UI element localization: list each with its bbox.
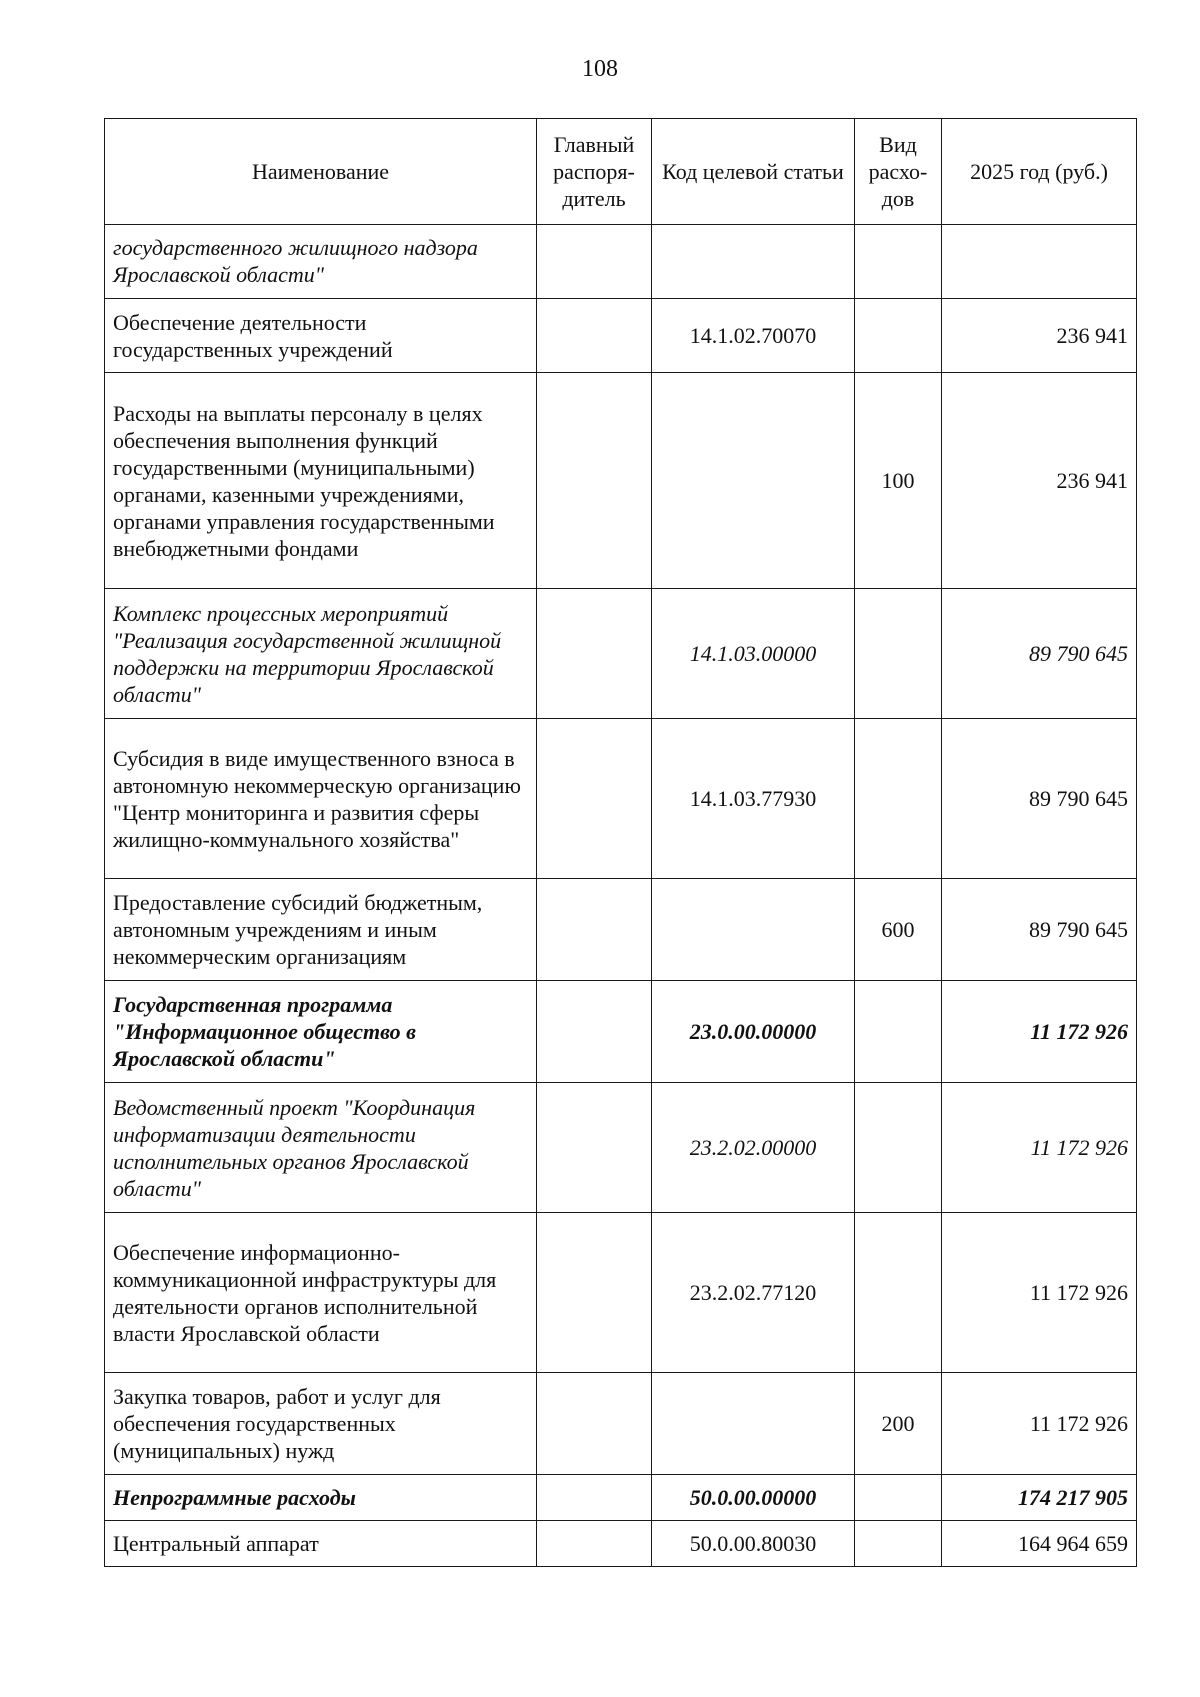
row-amount: 11 172 926 [942,1213,1137,1373]
row-name: Закупка товаров, работ и услуг для обеспечения государственных (муниципальных) нужд [105,1373,537,1475]
table-row [105,373,1137,589]
row-manager [537,1213,652,1373]
row-manager [537,1521,652,1567]
row-manager [537,373,652,589]
row-code [652,1373,855,1475]
row-manager [537,981,652,1083]
row-name: Субсидия в виде имущественного взноса в автономную некоммерческую организацию "Центр мониторинга и развития сферы жилищно-коммунального хозяйства" [105,719,537,879]
row-code: 23.2.02.77120 [652,1213,855,1373]
table-row [105,981,1137,1083]
row-code: 14.1.03.77930 [652,719,855,879]
row-code: 14.1.03.00000 [652,589,855,719]
row-name: Ведомственный проект "Координация информатизации деятельности исполнительных органов Ярославской области" [105,1083,537,1213]
table-row [105,299,1137,373]
header-manager: Главный распоря-дитель [537,119,652,225]
table-row [105,1373,1137,1475]
row-kind [855,1475,942,1521]
row-amount: 11 172 926 [942,981,1137,1083]
row-name: Непрограммные расходы [105,1475,537,1521]
row-code: 50.0.00.80030 [652,1521,855,1567]
row-amount: 89 790 645 [942,879,1137,981]
header-name: Наименование [105,119,537,225]
row-amount: 11 172 926 [942,1373,1137,1475]
row-kind: 100 [855,373,942,589]
row-manager [537,225,652,299]
table-row [105,879,1137,981]
header-amount: 2025 год (руб.) [942,119,1137,225]
row-kind [855,225,942,299]
row-name: Обеспечение деятельности государственных учреждений [105,299,537,373]
row-amount: 236 941 [942,299,1137,373]
row-manager [537,1373,652,1475]
row-manager [537,719,652,879]
row-kind [855,981,942,1083]
row-kind [855,719,942,879]
row-amount: 89 790 645 [942,589,1137,719]
row-code [652,225,855,299]
row-amount: 174 217 905 [942,1475,1137,1521]
row-kind [855,1083,942,1213]
row-code: 23.0.00.00000 [652,981,855,1083]
page-number: 108 [582,56,618,82]
row-code: 23.2.02.00000 [652,1083,855,1213]
row-code: 50.0.00.00000 [652,1475,855,1521]
table-header-row [105,119,1137,225]
header-code: Код целевой статьи [652,119,855,225]
row-manager [537,299,652,373]
row-amount: 89 790 645 [942,719,1137,879]
table-row [105,225,1137,299]
row-name: государственного жилищного надзора Ярославской области" [105,225,537,299]
row-code: 14.1.02.70070 [652,299,855,373]
row-name: Комплекс процессных мероприятий "Реализация государственной жилищной поддержки на территории Ярославской области" [105,589,537,719]
row-name: Обеспечение информационно-коммуникационной инфраструктуры для деятельности органов исполнительной власти Ярославской области [105,1213,537,1373]
row-kind [855,1521,942,1567]
row-manager [537,1475,652,1521]
row-amount: 164 964 659 [942,1521,1137,1567]
row-amount [942,225,1137,299]
header-kind: Вид расхо-дов [855,119,942,225]
row-kind [855,1213,942,1373]
row-name: Расходы на выплаты персоналу в целях обеспечения выполнения функций государственными (муниципальными) органами, казенными учреждениями, органами управления государственными внебюджетными фондами [105,373,537,589]
row-code [652,879,855,981]
table-row [105,1083,1137,1213]
row-name: Предоставление субсидий бюджетным, автономным учреждениям и иным некоммерческим организациям [105,879,537,981]
row-amount: 236 941 [942,373,1137,589]
row-manager [537,879,652,981]
row-code [652,373,855,589]
row-kind: 600 [855,879,942,981]
row-name: Государственная программа "Информационное общество в Ярославской области" [105,981,537,1083]
table-row [105,1475,1137,1521]
table-row [105,1213,1137,1373]
table-row [105,719,1137,879]
row-kind [855,589,942,719]
row-manager [537,589,652,719]
row-amount: 11 172 926 [942,1083,1137,1213]
row-kind: 200 [855,1373,942,1475]
table-row [105,1521,1137,1567]
budget-table [104,118,1137,1567]
row-manager [537,1083,652,1213]
table-row [105,589,1137,719]
row-name: Центральный аппарат [105,1521,537,1567]
row-kind [855,299,942,373]
